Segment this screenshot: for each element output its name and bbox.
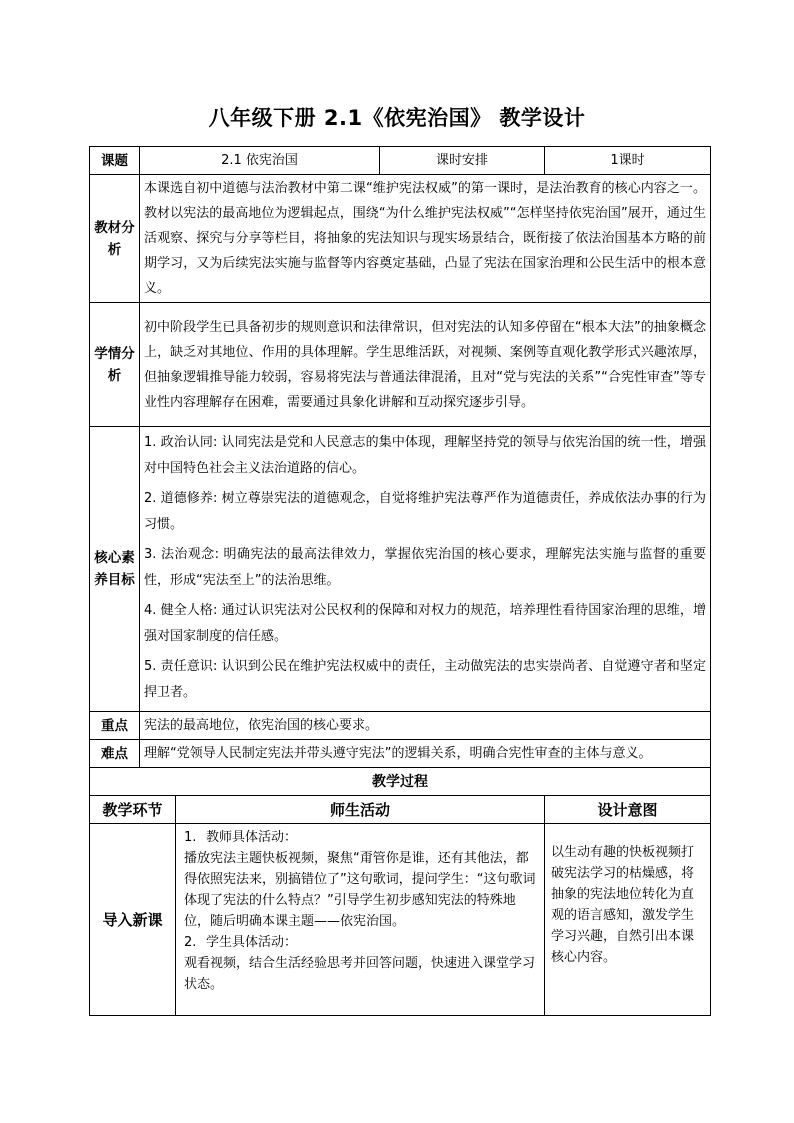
students-label: 学情分析 xyxy=(90,303,140,427)
process-heading-row xyxy=(90,768,711,796)
teacher-title: 教师具体活动： xyxy=(206,830,298,845)
activity-cell xyxy=(176,824,545,1016)
goal-item: 5. 责任意识: 认识到公民在维护宪法权威中的责任，主动做宪法的忠实崇尚者、自觉遵守者和坚定捍卫者。 xyxy=(144,659,706,700)
teacher-number: 1. xyxy=(184,830,197,845)
student-activity-heading xyxy=(184,932,536,953)
goals-label: 核心素养目标 xyxy=(90,427,140,712)
key-point-text: 宪法的最高地位，依宪治国的核心要求。 xyxy=(140,712,711,740)
goals-row xyxy=(90,427,711,712)
col-activity-header: 师生活动 xyxy=(176,796,545,824)
hours-label: 课时安排 xyxy=(380,147,545,175)
goal-item: 4. 健全人格: 通过认识宪法对公民权利的保障和对权力的规范，培养理性看待国家治理的思维，增强对国家制度的信任感。 xyxy=(144,603,706,644)
teacher-activity-heading xyxy=(184,827,536,848)
student-title: 学生具体活动： xyxy=(206,935,298,950)
key-point-label: 重点 xyxy=(90,712,140,740)
difficulty-label: 难点 xyxy=(90,740,140,768)
topic-label: 课题 xyxy=(90,147,140,175)
topic-value: 2.1 依宪治国 xyxy=(140,147,380,175)
students-text: 初中阶段学生已具备初步的规则意识和法律常识，但对宪法的认知多停留在“根本大法”的抽象概念上，缺乏对其地位、作用的具体理解。学生思维活跃，对视频、案例等直观化教学形式兴趣浓厚，但抽象逻辑推导能力较弱，容易将宪法与普通法律混淆，且对“党与宪法的关系”“合宪性审查”等专业性内容理解存在困难，需要通过具象化讲解和互动探究逐步引导。 xyxy=(140,303,711,427)
students-row xyxy=(90,303,711,427)
process-heading: 教学过程 xyxy=(90,768,711,796)
goal-item: 1. 政治认同: 认同宪法是党和人民意志的集中体现，理解坚持党的领导与依宪治国的统一性，增强对中国特色社会主义法治道路的信心。 xyxy=(144,435,706,476)
intro-row xyxy=(90,824,711,1016)
student-activity-text: 观看视频，结合生活经验思考并回答问题，快速进入课堂学习状态。 xyxy=(184,956,536,992)
teacher-activity-text: 播放宪法主题快板视频，聚焦“甭管你是谁，还有其他法，都得依照宪法来，别搞错位了”这句歌词，提问学生：“这句歌词体现了宪法的什么特点？”引导学生初步感知宪法的特殊地位，随后明确本课主题——依宪治国。 xyxy=(184,851,536,929)
lesson-plan-table xyxy=(89,146,711,1016)
key-point-row xyxy=(90,712,711,740)
goal-item: 3. 法治观念: 明确宪法的最高法律效力，掌握依宪治国的核心要求，理解宪法实施与监督的重要性，形成“宪法至上”的法治思维。 xyxy=(144,547,706,588)
student-number: 2. xyxy=(184,935,197,950)
material-row xyxy=(90,175,711,303)
difficulty-text: 理解“党领导人民制定宪法并带头遵守宪法”的逻辑关系，明确合宪性审查的主体与意义。 xyxy=(140,740,711,768)
material-text: 本课选自初中道德与法治教材中第二课“维护宪法权威”的第一课时，是法治教育的核心内容之一。教材以宪法的最高地位为逻辑起点，围绕“为什么维护宪法权威”“怎样坚持依宪治国”展开，通过生活观察、探究与分享等栏目，将抽象的宪法知识与现实场景结合，既衔接了依法治国基本方略的前期学习，又为后续宪法实施与监督等内容奠定基础，凸显了宪法在国家治理和公民生活中的根本意义。 xyxy=(140,175,711,303)
col-intent-header: 设计意图 xyxy=(545,796,711,824)
topic-row xyxy=(90,147,711,175)
process-columns-row xyxy=(90,796,711,824)
hours-value: 1课时 xyxy=(545,147,711,175)
col-stage-header: 教学环节 xyxy=(90,796,176,824)
material-label: 教材分析 xyxy=(90,175,140,303)
stage-intro: 导入新课 xyxy=(90,824,176,1016)
goal-item: 2. 道德修养: 树立尊崇宪法的道德观念，自觉将维护宪法尊严作为道德责任，养成依法办事的行为习惯。 xyxy=(144,491,706,532)
difficulty-row xyxy=(90,740,711,768)
intent-text: 以生动有趣的快板视频打破宪法学习的枯燥感，将抽象的宪法地位转化为直观的语言感知，激发学生学习兴趣，自然引出本课核心内容。 xyxy=(545,824,711,1016)
document-title: 八年级下册 2.1《依宪治国》 教学设计 xyxy=(208,106,586,130)
goals-list xyxy=(140,427,711,712)
